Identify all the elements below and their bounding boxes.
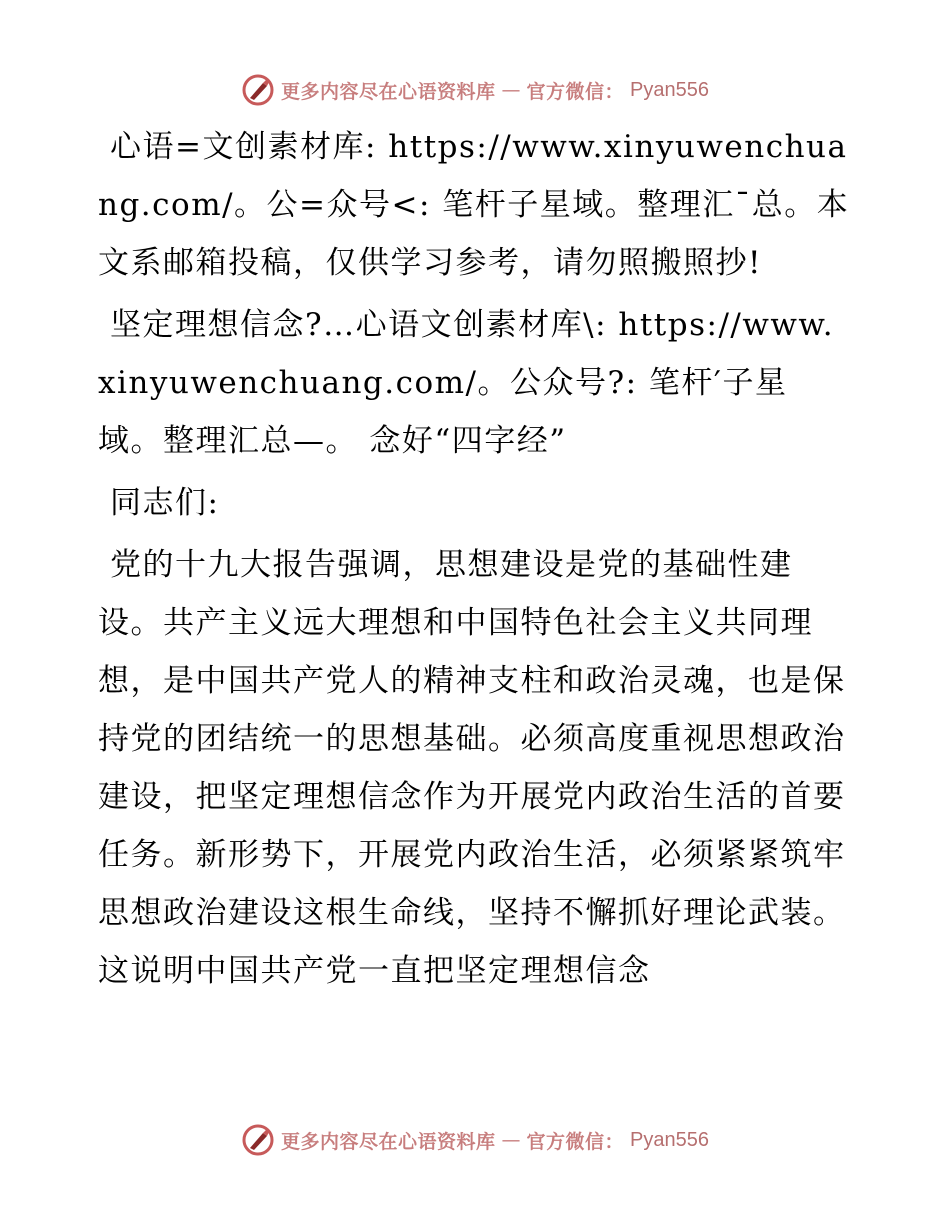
banner-official-label: 官方微信：: [526, 80, 625, 103]
pen-circle-icon: [241, 1123, 275, 1157]
document-body: [98, 118, 850, 1004]
header-banner: [0, 72, 950, 108]
paragraph-source-note: 心语=文创素材库: https://www.xinyuwenchuang.com/。公=众号<: 笔杆子星域。整理汇¯总。本文系邮箱投稿，仅供学习参考，请勿照搬照抄!: [98, 129, 850, 281]
paragraph-salutation: 同志们:: [110, 485, 220, 521]
pen-circle-icon: [241, 73, 275, 107]
banner-handle: Pyan556: [630, 78, 709, 101]
footer-handle: Pyan556: [630, 1128, 709, 1151]
paragraph-title: 坚定理想信念?…心语文创素材库\: https://www.xinyuwenchuang.com/。公众号?: 笔杆′子星域。整理汇总—。 念好“四字经”: [98, 307, 835, 459]
footer-banner-separator: —: [501, 1129, 521, 1151]
footer-banner-text: 更多内容尽在心语资料库: [281, 1130, 496, 1153]
banner-text: 更多内容尽在心语资料库: [281, 80, 496, 103]
footer-banner: [0, 1122, 950, 1158]
paragraph-body: 党的十九大报告强调，思想建设是党的基础性建设。共产主义远大理想和中国特色社会主义共同理想，是中国共产党人的精神支柱和政治灵魂，也是保持党的团结统一的思想基础。必须高度重视思想政治建设，把坚定理想信念作为开展党内政治生活的首要任务。新形势下，开展党内政治生活，必须紧紧筑牢思想政治建设这根生命线，坚持不懈抓好理论武装。这说明中国共产党一直把坚定理想信念: [98, 547, 846, 989]
banner-separator: —: [501, 79, 521, 101]
footer-official-label: 官方微信：: [526, 1130, 625, 1153]
